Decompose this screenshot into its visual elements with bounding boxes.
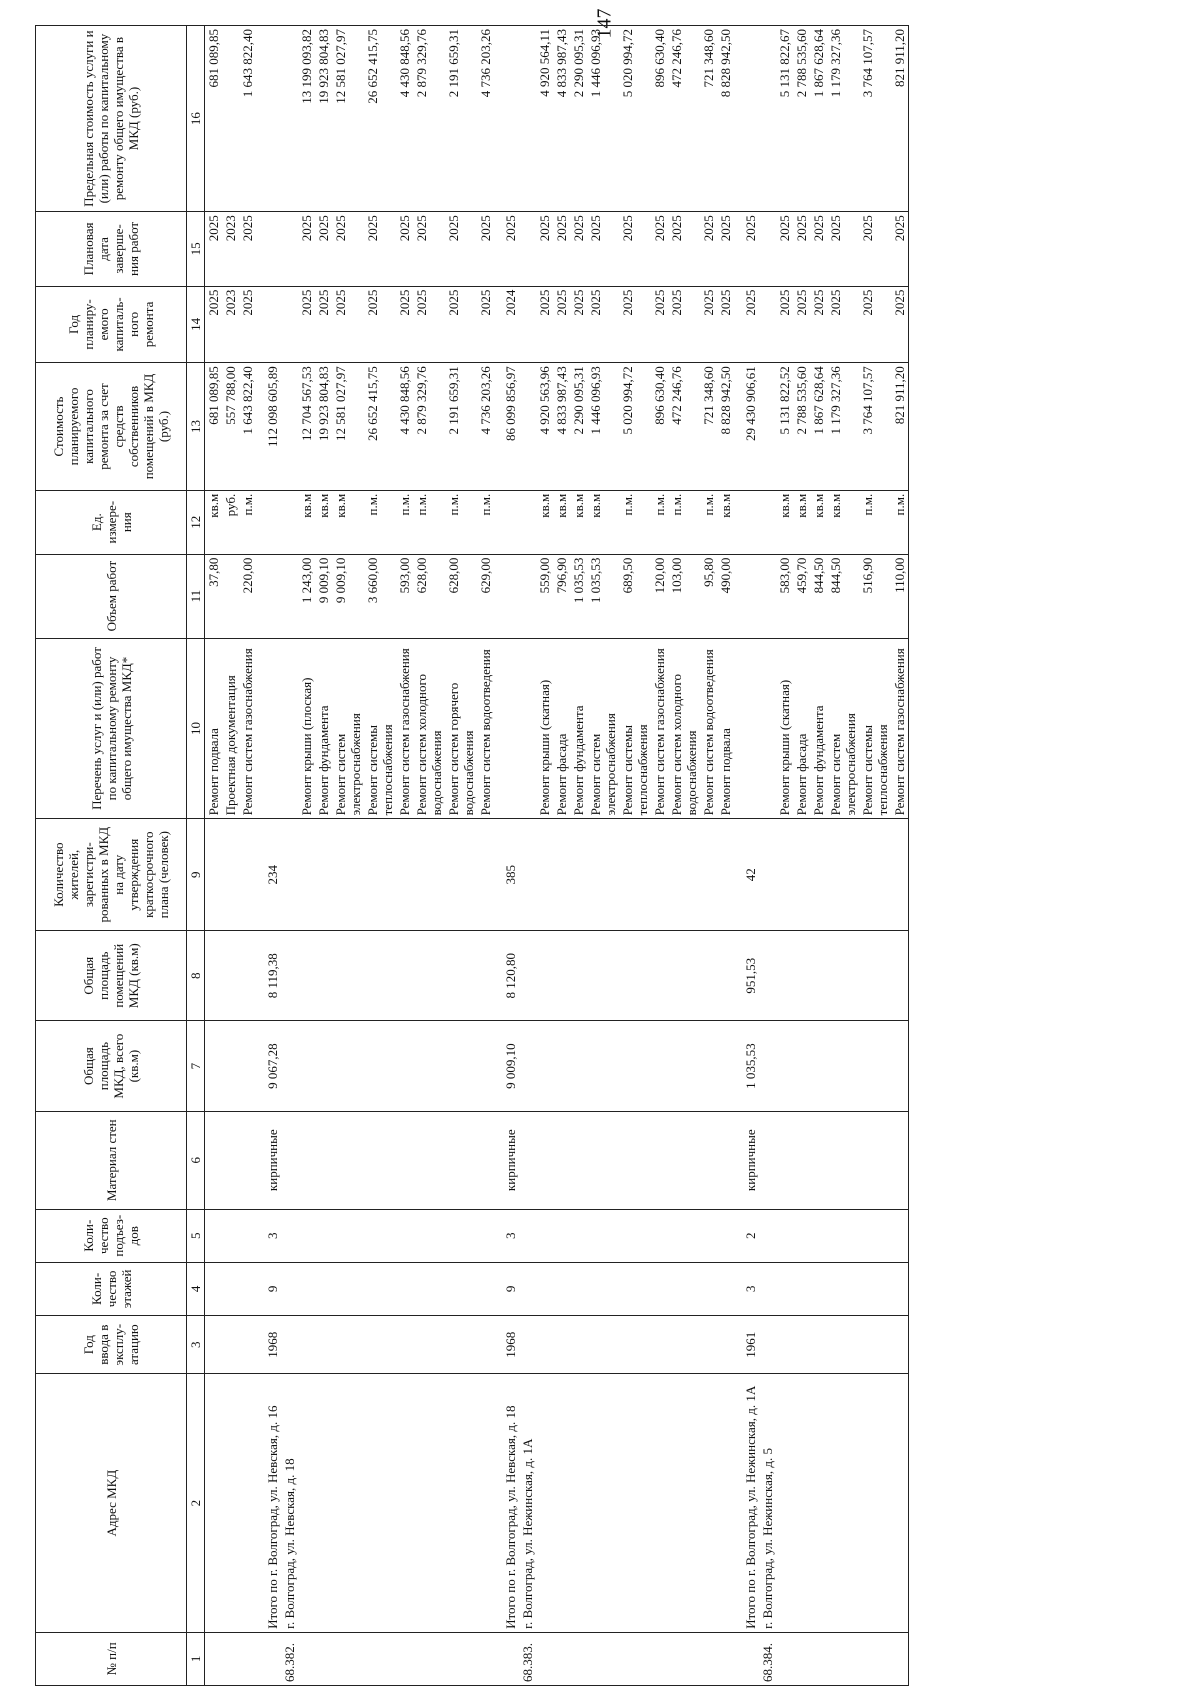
work-volume: 220,00: [239, 554, 256, 638]
work-cost: 472 246,76: [668, 363, 700, 491]
header-row: [36, 26, 187, 1686]
work-row: [570, 26, 587, 1686]
row-number: 68.384.: [759, 1632, 776, 1685]
total-area: 1 035,53: [742, 1021, 759, 1111]
work-limit-cost: 2 879 329,76: [413, 26, 445, 212]
work-row: [700, 26, 717, 1686]
work-unit: кв.м: [810, 490, 827, 554]
work-name: Ремонт системы теплоснабжения: [619, 638, 651, 819]
work-end-date: 2025: [553, 212, 570, 286]
work-unit: п.м.: [700, 490, 717, 554]
col-header: Материал стен: [36, 1111, 187, 1209]
col-header: Общая площадь помещений МКД (кв.м): [36, 931, 187, 1021]
work-name: Ремонт фасада: [793, 638, 810, 819]
work-volume: 120,00: [651, 554, 668, 638]
col-header: Перечень услуг и (или) работ по капитальному ремонту общего имущества МКД*: [36, 638, 187, 819]
work-limit-cost: 13 199 093,82: [298, 26, 315, 212]
col-number: 13: [187, 363, 205, 491]
work-year: 2025: [445, 286, 477, 363]
col-number: 3: [187, 1315, 205, 1373]
residents-count: 42: [742, 819, 759, 931]
year-built: 1968: [502, 1315, 519, 1373]
work-end-date: 2025: [332, 212, 364, 286]
col-number: 11: [187, 554, 205, 638]
work-limit-cost: 4 833 987,43: [553, 26, 570, 212]
work-unit: п.м.: [364, 490, 396, 554]
work-cost: 8 828 942,50: [717, 363, 734, 491]
work-row: [619, 26, 651, 1686]
work-end-date: 2025: [619, 212, 651, 286]
work-limit-cost: 3 764 107,57: [859, 26, 891, 212]
work-year: 2025: [570, 286, 587, 363]
work-year: 2025: [717, 286, 734, 363]
work-end-date: 2025: [776, 212, 793, 286]
work-year: 2025: [700, 286, 717, 363]
work-end-date: 2025: [413, 212, 445, 286]
work-limit-cost: 2 290 095,31: [570, 26, 587, 212]
work-limit-cost: 4 920 564,11: [536, 26, 553, 212]
work-unit: п.м.: [239, 490, 256, 554]
floors: 3: [742, 1262, 759, 1315]
work-volume: 516,90: [859, 554, 891, 638]
work-volume: 628,00: [445, 554, 477, 638]
work-limit-cost: 5 131 822,67: [776, 26, 793, 212]
work-year: 2023: [222, 286, 239, 363]
work-unit: п.м.: [413, 490, 445, 554]
work-cost: 4 430 848,56: [396, 363, 413, 491]
work-cost: 2 879 329,76: [413, 363, 445, 491]
wall-material: кирпичные: [502, 1111, 519, 1209]
entrances: 3: [264, 1209, 281, 1262]
total-row: [264, 26, 281, 1686]
work-row: [891, 26, 909, 1686]
col-header: Год планиру-емого капиталь-ного ремонта: [36, 286, 187, 363]
work-year: 2025: [553, 286, 570, 363]
work-limit-cost: 26 652 415,75: [364, 26, 396, 212]
work-end-date: 2025: [717, 212, 734, 286]
house-row: [281, 26, 298, 1686]
work-cost: 5 131 822,52: [776, 363, 793, 491]
work-name: Ремонт систем электроснабжения: [827, 638, 859, 819]
work-row: [587, 26, 619, 1686]
work-limit-cost: 19 923 804,83: [315, 26, 332, 212]
work-row: [536, 26, 553, 1686]
work-volume: 3 660,00: [364, 554, 396, 638]
house-address: г. Волгоград, ул. Нежинская, д. 5: [759, 1374, 776, 1632]
col-number: 14: [187, 286, 205, 363]
work-volume: 559,00: [536, 554, 553, 638]
work-row: [239, 26, 256, 1686]
work-volume: 1 035,53: [587, 554, 619, 638]
residents-count: 234: [264, 819, 281, 931]
work-year: 2025: [793, 286, 810, 363]
work-cost: 1 179 327,36: [827, 363, 859, 491]
total-end-date: [264, 212, 281, 286]
total-cost: 29 430 906,61: [742, 363, 759, 491]
work-volume: 110,00: [891, 554, 909, 638]
work-cost: 2 290 095,31: [570, 363, 587, 491]
house-row: [519, 26, 536, 1686]
work-end-date: 2025: [859, 212, 891, 286]
work-cost: 2 191 659,31: [445, 363, 477, 491]
work-name: Ремонт фасада: [553, 638, 570, 819]
work-name: Ремонт систем газоснабжения: [239, 638, 256, 819]
work-volume: 9 009,10: [315, 554, 332, 638]
work-volume: 844,50: [827, 554, 859, 638]
house-address: г. Волгоград, ул. Нежинская, д. 1А: [519, 1374, 536, 1632]
work-unit: кв.м: [570, 490, 587, 554]
work-unit: п.м.: [859, 490, 891, 554]
floors: 9: [264, 1262, 281, 1315]
work-limit-cost: 896 630,40: [651, 26, 668, 212]
work-cost: 1 643 822,40: [239, 363, 256, 491]
col-header: Количество жителей, зарегистри-рованных в МКД на дату утверждения краткосрочного плана (человек): [36, 819, 187, 931]
work-row: [553, 26, 570, 1686]
work-volume: 593,00: [396, 554, 413, 638]
row-number: 68.382.: [281, 1632, 298, 1685]
work-limit-cost: 4 736 203,26: [477, 26, 494, 212]
work-volume: 1 243,00: [298, 554, 315, 638]
work-name: Ремонт фундамента: [570, 638, 587, 819]
work-limit-cost: 8 828 942,50: [717, 26, 734, 212]
work-row: [477, 26, 494, 1686]
col-number: 4: [187, 1262, 205, 1315]
total-cost: 112 098 605,89: [264, 363, 281, 491]
year-built: 1961: [742, 1315, 759, 1373]
work-year: 2025: [587, 286, 619, 363]
work-row: [827, 26, 859, 1686]
work-name: Ремонт подвала: [205, 638, 223, 819]
work-name: Ремонт системы теплоснабжения: [364, 638, 396, 819]
work-volume: 95,80: [700, 554, 717, 638]
total-area: 9 009,10: [502, 1021, 519, 1111]
work-row: [668, 26, 700, 1686]
work-volume: 490,00: [717, 554, 734, 638]
work-volume: [222, 554, 239, 638]
year-built: 1968: [264, 1315, 281, 1373]
work-name: Ремонт подвала: [717, 638, 734, 819]
col-header: Стоимость планируемого капитального ремонта за счет средств собственников помещений в МКД (руб.): [36, 363, 187, 491]
work-end-date: 2025: [587, 212, 619, 286]
work-end-date: 2025: [668, 212, 700, 286]
work-year: 2025: [651, 286, 668, 363]
work-cost: 557 788,00: [222, 363, 239, 491]
work-end-date: 2025: [827, 212, 859, 286]
col-header: Год ввода в эксплу-атацию: [36, 1315, 187, 1373]
work-cost: 19 923 804,83: [315, 363, 332, 491]
premises-area: 8 119,38: [264, 931, 281, 1021]
column-number-row: [187, 26, 205, 1686]
work-cost: 3 764 107,57: [859, 363, 891, 491]
work-end-date: 2025: [445, 212, 477, 286]
work-end-date: 2025: [570, 212, 587, 286]
work-limit-cost: 1 446 096,93: [587, 26, 619, 212]
work-volume: 689,50: [619, 554, 651, 638]
work-volume: 37,80: [205, 554, 223, 638]
premises-area: 8 120,80: [502, 931, 519, 1021]
work-unit: кв.м: [298, 490, 315, 554]
work-end-date: 2025: [396, 212, 413, 286]
work-unit: руб.: [222, 490, 239, 554]
work-volume: 796,90: [553, 554, 570, 638]
work-unit: п.м.: [668, 490, 700, 554]
work-cost: 721 348,60: [700, 363, 717, 491]
work-year: 2025: [810, 286, 827, 363]
work-year: 2025: [396, 286, 413, 363]
work-limit-cost: [222, 26, 239, 212]
col-number: 1: [187, 1632, 205, 1685]
work-name: Ремонт систем холодного водоснабжения: [413, 638, 445, 819]
work-unit: п.м.: [477, 490, 494, 554]
work-name: Ремонт систем газоснабжения: [891, 638, 909, 819]
work-name: Ремонт системы теплоснабжения: [859, 638, 891, 819]
work-cost: 26 652 415,75: [364, 363, 396, 491]
work-end-date: 2025: [536, 212, 553, 286]
work-volume: 629,00: [477, 554, 494, 638]
total-row: [742, 26, 759, 1686]
work-year: 2025: [332, 286, 364, 363]
col-number: 15: [187, 212, 205, 286]
work-row: [810, 26, 827, 1686]
work-name: Проектная документация: [222, 638, 239, 819]
work-limit-cost: 1 643 822,40: [239, 26, 256, 212]
work-year: 2025: [413, 286, 445, 363]
work-unit: п.м.: [891, 490, 909, 554]
col-header: Коли-чество подъез-дов: [36, 1209, 187, 1262]
total-cost: 86 099 856,97: [502, 363, 519, 491]
col-header: Плановая дата заверше-ния работ: [36, 212, 187, 286]
repair-plan-table: [35, 25, 909, 1686]
work-year: 2025: [891, 286, 909, 363]
col-header: Ед. измере-ния: [36, 490, 187, 554]
work-end-date: 2025: [239, 212, 256, 286]
work-row: [445, 26, 477, 1686]
work-limit-cost: 2 788 535,60: [793, 26, 810, 212]
work-end-date: 2023: [222, 212, 239, 286]
work-year: 2025: [776, 286, 793, 363]
house-address: г. Волгоград, ул. Невская, д. 18: [281, 1374, 298, 1632]
work-unit: кв.м: [553, 490, 570, 554]
work-year: 2025: [298, 286, 315, 363]
work-row: [717, 26, 734, 1686]
work-cost: 4 736 203,26: [477, 363, 494, 491]
work-unit: кв.м: [536, 490, 553, 554]
work-unit: п.м.: [396, 490, 413, 554]
work-year: 2025: [536, 286, 553, 363]
rotated-table-sheet: [35, 25, 1188, 1686]
work-row: [315, 26, 332, 1686]
work-limit-cost: 721 348,60: [700, 26, 717, 212]
col-number: 7: [187, 1021, 205, 1111]
work-limit-cost: 5 020 994,72: [619, 26, 651, 212]
col-header: № п/п: [36, 1632, 187, 1685]
total-end-date: 2025: [742, 212, 759, 286]
work-cost: 4 920 563,96: [536, 363, 553, 491]
col-header: Коли-чество этажей: [36, 1262, 187, 1315]
work-year: 2025: [364, 286, 396, 363]
work-row: [222, 26, 239, 1686]
work-cost: 12 704 567,53: [298, 363, 315, 491]
work-year: 2025: [619, 286, 651, 363]
work-end-date: 2025: [315, 212, 332, 286]
work-year: 2025: [239, 286, 256, 363]
work-name: Ремонт крыши (скатная): [776, 638, 793, 819]
work-name: Ремонт крыши (плоская): [298, 638, 315, 819]
work-end-date: 2025: [793, 212, 810, 286]
col-header: Объем работ: [36, 554, 187, 638]
total-year: 2024: [502, 286, 519, 363]
work-limit-cost: 1 179 327,36: [827, 26, 859, 212]
col-header: Адрес МКД: [36, 1374, 187, 1632]
total-area: 9 067,28: [264, 1021, 281, 1111]
row-number: 68.383.: [519, 1632, 536, 1685]
work-name: Ремонт систем электроснабжения: [587, 638, 619, 819]
work-row: [364, 26, 396, 1686]
entrances: 2: [742, 1209, 759, 1262]
col-number: 8: [187, 931, 205, 1021]
work-row: [651, 26, 668, 1686]
premises-area: 951,53: [742, 931, 759, 1021]
total-label: Итого по г. Волгоград, ул. Нежинская, д. 1А: [742, 1374, 759, 1632]
work-name: Ремонт крыши (скатная): [536, 638, 553, 819]
work-unit: кв.м: [587, 490, 619, 554]
total-year: [264, 286, 281, 363]
entrances: 3: [502, 1209, 519, 1262]
work-end-date: 2025: [477, 212, 494, 286]
work-unit: кв.м: [205, 490, 223, 554]
spacer-row: [494, 26, 502, 1686]
work-name: Ремонт систем водоотведения: [477, 638, 494, 819]
work-cost: 4 833 987,43: [553, 363, 570, 491]
work-name: Ремонт систем газоснабжения: [651, 638, 668, 819]
work-row: [776, 26, 793, 1686]
work-end-date: 2025: [205, 212, 223, 286]
total-label: Итого по г. Волгоград, ул. Невская, д. 16: [264, 1374, 281, 1632]
work-volume: 844,50: [810, 554, 827, 638]
work-unit: кв.м: [776, 490, 793, 554]
total-row: [502, 26, 519, 1686]
work-unit: кв.м: [827, 490, 859, 554]
table-body: [205, 26, 909, 1686]
col-number: 5: [187, 1209, 205, 1262]
work-year: 2025: [477, 286, 494, 363]
work-row: [413, 26, 445, 1686]
work-limit-cost: 1 867 628,64: [810, 26, 827, 212]
work-year: 2025: [668, 286, 700, 363]
work-name: Ремонт систем водоотведения: [700, 638, 717, 819]
work-unit: п.м.: [619, 490, 651, 554]
work-limit-cost: 681 089,85: [205, 26, 223, 212]
col-number: 12: [187, 490, 205, 554]
work-cost: 1 446 096,93: [587, 363, 619, 491]
work-unit: п.м.: [651, 490, 668, 554]
work-name: Ремонт фундамента: [315, 638, 332, 819]
total-end-date: 2025: [502, 212, 519, 286]
work-year: 2025: [205, 286, 223, 363]
work-end-date: 2025: [891, 212, 909, 286]
work-row: [205, 26, 223, 1686]
work-limit-cost: 2 191 659,31: [445, 26, 477, 212]
work-unit: кв.м: [717, 490, 734, 554]
work-volume: 9 009,10: [332, 554, 364, 638]
work-limit-cost: 821 911,20: [891, 26, 909, 212]
residents-count: 385: [502, 819, 519, 931]
work-row: [332, 26, 364, 1686]
work-cost: 821 911,20: [891, 363, 909, 491]
work-name: Ремонт систем газоснабжения: [396, 638, 413, 819]
work-volume: 1 035,53: [570, 554, 587, 638]
work-cost: 12 581 027,97: [332, 363, 364, 491]
work-unit: кв.м: [332, 490, 364, 554]
col-number: 16: [187, 26, 205, 212]
work-cost: 896 630,40: [651, 363, 668, 491]
spacer-row: [734, 26, 742, 1686]
work-year: 2025: [827, 286, 859, 363]
work-unit: п.м.: [445, 490, 477, 554]
work-limit-cost: 472 246,76: [668, 26, 700, 212]
work-end-date: 2025: [298, 212, 315, 286]
work-cost: 681 089,85: [205, 363, 223, 491]
col-header: Общая площадь МКД, всего (кв.м): [36, 1021, 187, 1111]
work-volume: 628,00: [413, 554, 445, 638]
house-row: [759, 26, 776, 1686]
work-volume: 583,00: [776, 554, 793, 638]
col-header: Предельная стоимость услуги и (или) работы по капитальному ремонту общего имущества в МКД (руб.): [36, 26, 187, 212]
work-unit: кв.м: [793, 490, 810, 554]
col-number: 6: [187, 1111, 205, 1209]
col-number: 2: [187, 1374, 205, 1632]
work-end-date: 2025: [700, 212, 717, 286]
floors: 9: [502, 1262, 519, 1315]
work-limit-cost: 12 581 027,97: [332, 26, 364, 212]
work-volume: 459,70: [793, 554, 810, 638]
work-end-date: 2025: [651, 212, 668, 286]
work-row: [298, 26, 315, 1686]
work-row: [396, 26, 413, 1686]
work-cost: 1 867 628,64: [810, 363, 827, 491]
work-volume: 103,00: [668, 554, 700, 638]
work-name: Ремонт систем горячего водоснабжения: [445, 638, 477, 819]
work-end-date: 2025: [364, 212, 396, 286]
total-year: 2025: [742, 286, 759, 363]
work-name: Ремонт систем холодного водоснабжения: [668, 638, 700, 819]
col-number: 9: [187, 819, 205, 931]
col-number: 10: [187, 638, 205, 819]
total-label: Итого по г. Волгоград, ул. Невская, д. 18: [502, 1374, 519, 1632]
work-limit-cost: 4 430 848,56: [396, 26, 413, 212]
work-cost: 5 020 994,72: [619, 363, 651, 491]
work-row: [859, 26, 891, 1686]
work-year: 2025: [859, 286, 891, 363]
wall-material: кирпичные: [742, 1111, 759, 1209]
spacer-row: [256, 26, 264, 1686]
work-name: Ремонт систем электроснабжения: [332, 638, 364, 819]
work-cost: 2 788 535,60: [793, 363, 810, 491]
work-row: [793, 26, 810, 1686]
work-name: Ремонт фундамента: [810, 638, 827, 819]
work-end-date: 2025: [810, 212, 827, 286]
work-year: 2025: [315, 286, 332, 363]
wall-material: кирпичные: [264, 1111, 281, 1209]
work-unit: кв.м: [315, 490, 332, 554]
page-number: 147: [593, 8, 616, 39]
